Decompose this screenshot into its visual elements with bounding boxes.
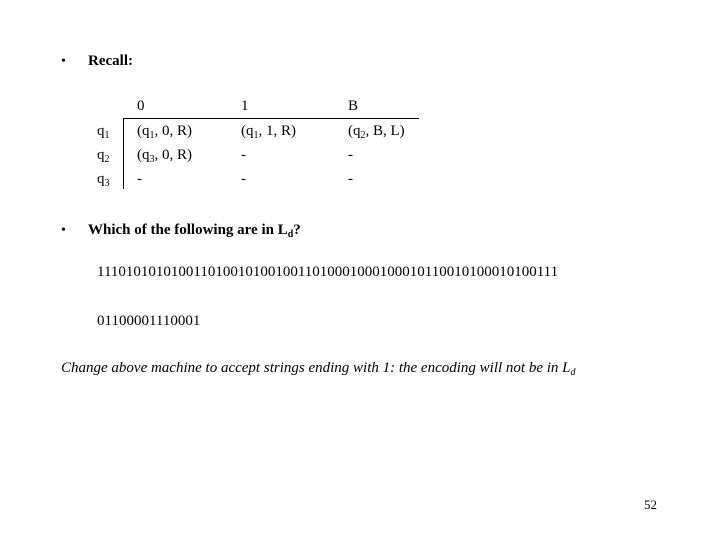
state-label-q3: $q_3$ xyxy=(97,171,110,189)
column-header-b: B xyxy=(348,98,359,114)
note-text: Change above machine to accept strings ending with 1: the encoding will not be in $L_d$ xyxy=(61,360,576,378)
cell-q1-1: ($q_1$, 1, R) xyxy=(241,123,296,141)
cell-q2-0: ($q_3$, 0, R) xyxy=(137,147,192,165)
cell-q3-b: - xyxy=(348,171,353,187)
cell-q3-1: - xyxy=(241,171,246,187)
question-text: Which of the following are in $L_d$? xyxy=(88,222,301,240)
state-label-q1: $q_1$ xyxy=(97,123,110,141)
column-header-0: 0 xyxy=(137,98,145,114)
encoding-string-1: 11101010101001101001010010011010001000100010110010100010100111 xyxy=(97,264,559,280)
bullet-2: • xyxy=(61,223,66,238)
bullet-1: • xyxy=(61,54,66,69)
page-number: 52 xyxy=(644,497,657,512)
encoding-string-2: 01100001110001 xyxy=(97,313,201,329)
cell-q1-0: ($q_1$, 0, R) xyxy=(137,123,192,141)
cell-q1-b: ($q_2$, B, L) xyxy=(348,123,405,141)
table-state-rule xyxy=(123,118,124,189)
state-label-q2: $q_2$ xyxy=(97,147,110,165)
recall-label: Recall: xyxy=(88,53,133,69)
column-header-1: 1 xyxy=(241,98,249,114)
table-header-rule xyxy=(123,118,419,119)
cell-q2-b: - xyxy=(348,147,353,163)
cell-q2-1: - xyxy=(241,147,246,163)
cell-q3-0: - xyxy=(137,171,142,187)
